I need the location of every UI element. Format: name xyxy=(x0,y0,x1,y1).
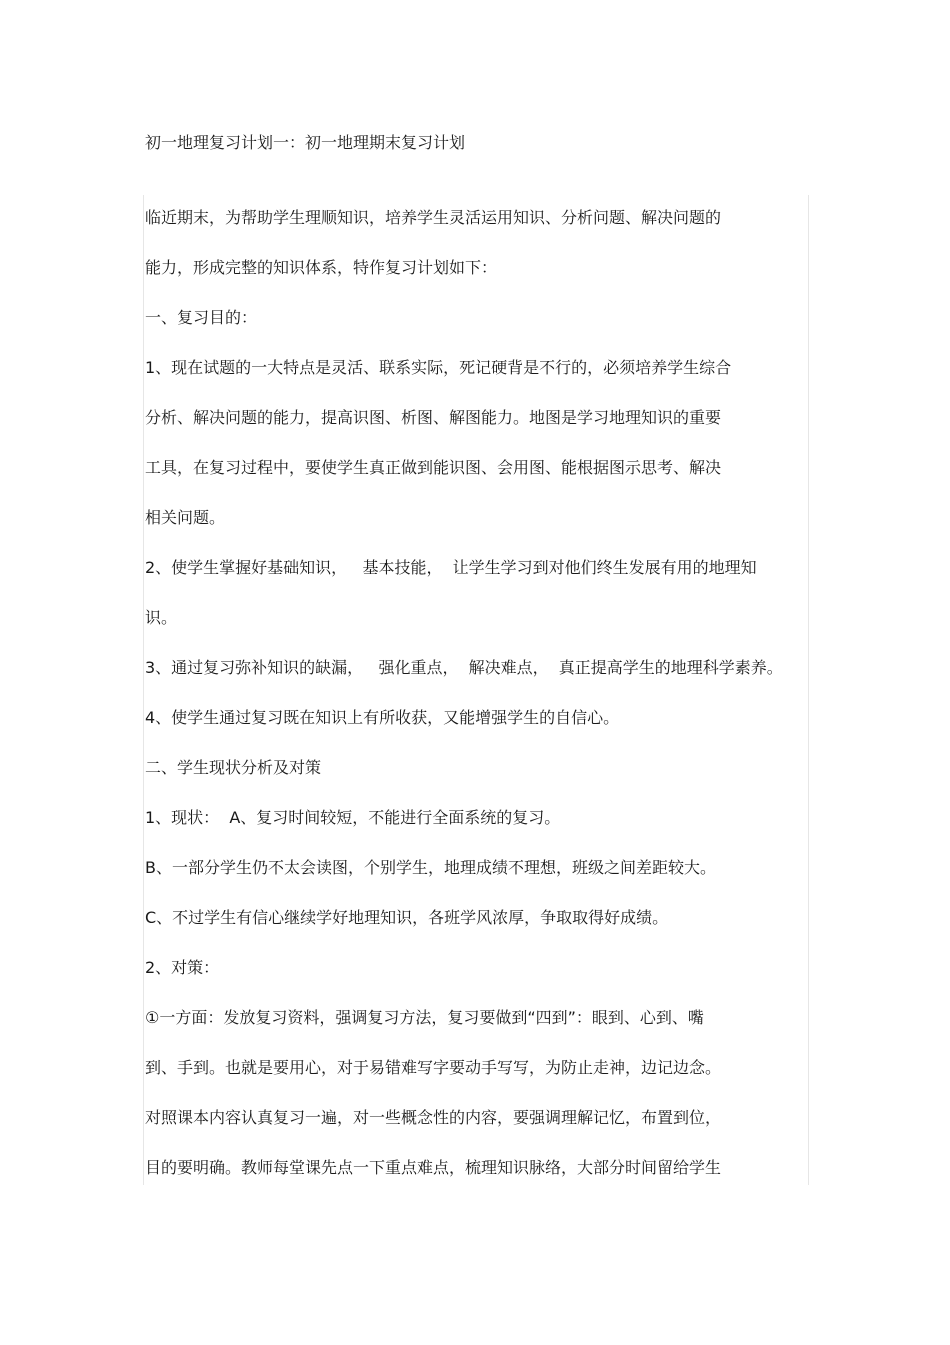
section-heading: 二、学生现状分析及对策 xyxy=(145,758,322,777)
paragraph-line: 目的要明确。教师每堂课先点一下重点难点，梳理知识脉络，大部分时间留给学生 xyxy=(145,1158,722,1177)
paragraph-line: B、一部分学生仍不太会读图，个别学生，地理成绩不理想，班级之间差距较大。 xyxy=(145,858,716,877)
paragraph-line: 1、现在试题的一大特点是灵活、联系实际，死记硬背是不行的，必须培养学生综合 xyxy=(145,358,732,377)
paragraph-line: 能力，形成完整的知识体系，特作复习计划如下： xyxy=(145,258,498,277)
paragraph-line: 临近期末，为帮助学生理顺知识，培养学生灵活运用知识、分析问题、解决问题的 xyxy=(145,208,722,227)
paragraph-line: 工具，在复习过程中，要使学生真正做到能识图、会用图、能根据图示思考、解决 xyxy=(145,458,722,477)
paragraph-line: 对照课本内容认真复习一遍，对一些概念性的内容，要强调理解记忆，布置到位， xyxy=(145,1108,722,1127)
page-title: 初一地理复习计划一：初一地理期末复习计划 xyxy=(145,133,466,152)
paragraph-line: 1、现状： A、复习时间较短，不能进行全面系统的复习。 xyxy=(145,808,561,827)
paragraph-line: 相关问题。 xyxy=(145,508,226,527)
paragraph-line: 分析、解决问题的能力，提高识图、析图、解图能力。地图是学习地理知识的重要 xyxy=(145,408,722,427)
section-heading: 一、复习目的： xyxy=(145,308,258,327)
paragraph-line: 2、使学生掌握好基础知识， 基本技能， 让学生学习到对他们终生发展有用的地理知 xyxy=(145,558,757,577)
paragraph-line: 识。 xyxy=(145,608,178,627)
paragraph-line: C、不过学生有信心继续学好地理知识，各班学风浓厚，争取取得好成绩。 xyxy=(145,908,669,927)
paragraph-line: 3、通过复习弥补知识的缺漏， 强化重点， 解决难点， 真正提高学生的地理科学素养。 xyxy=(145,658,783,677)
paragraph-line: ①一方面：发放复习资料，强调复习方法，复习要做到“四到”：眼到、心到、嘴 xyxy=(145,1008,704,1027)
paragraph-line: 2、对策： xyxy=(145,958,220,977)
paragraph-line: 到、手到。也就是要用心，对于易错难写字要动手写写，为防止走神，边记边念。 xyxy=(145,1058,722,1077)
paragraph-line: 4、使学生通过复习既在知识上有所收获，又能增强学生的自信心。 xyxy=(145,708,620,727)
content-frame xyxy=(143,195,809,1185)
